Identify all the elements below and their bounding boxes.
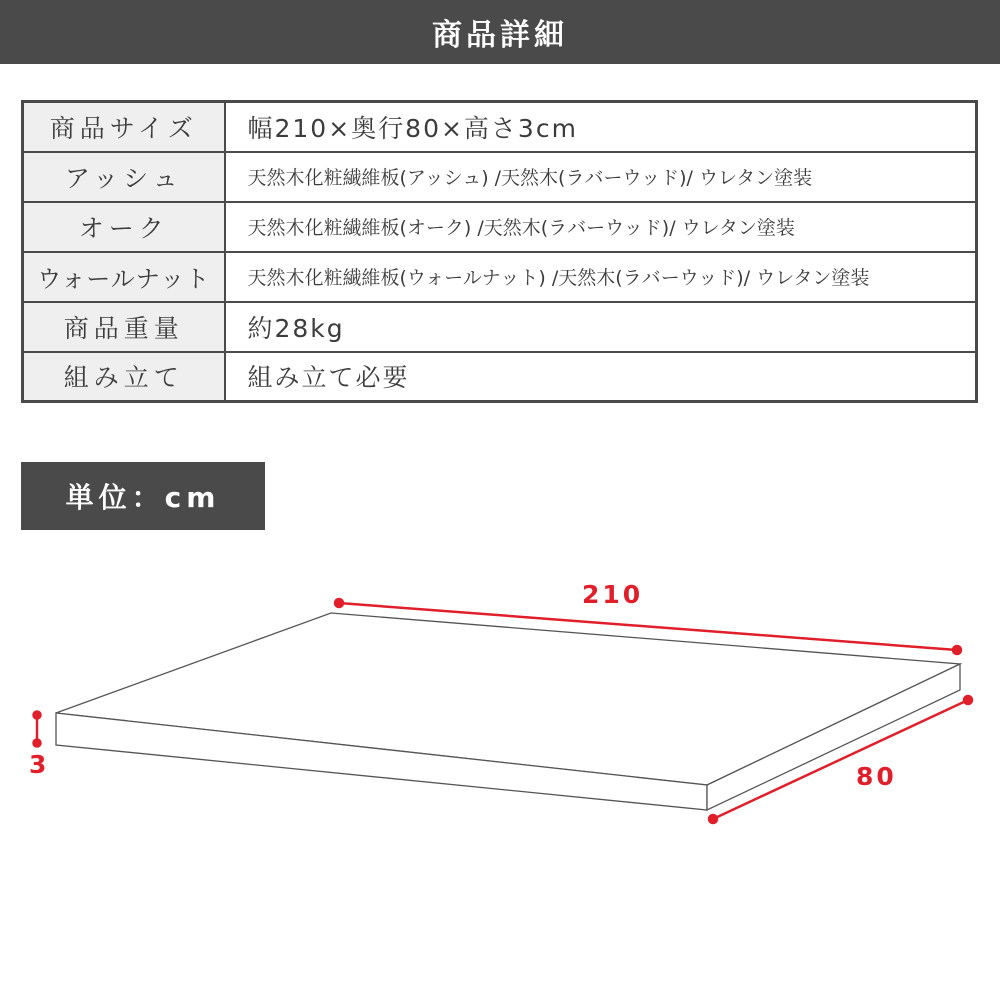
spec-value-walnut: 天然木化粧繊維板(ウォールナット) /天然木(ラバーウッド)/ ウレタン塗装: [225, 252, 977, 302]
spec-label-assembly: 組み立て: [23, 352, 225, 402]
depth-endpoint: [964, 696, 972, 704]
height-label: 3: [29, 750, 50, 779]
spec-label-size: 商品サイズ: [23, 102, 225, 152]
unit-label: 単位：cm: [65, 481, 221, 514]
height-endpoint: [34, 712, 41, 719]
page-title: 商品詳細: [432, 18, 568, 53]
spec-value-assembly: 組み立て必要: [225, 352, 977, 402]
table-row: [23, 152, 977, 202]
dimension-diagram: [0, 560, 1000, 860]
header-bar: [0, 0, 1000, 64]
table-row: [23, 102, 977, 152]
unit-badge: [21, 462, 265, 530]
width-endpoint: [953, 646, 961, 654]
spec-label-walnut: ウォールナット: [23, 252, 225, 302]
table-row: [23, 202, 977, 252]
table-row: [23, 302, 977, 352]
spec-label-weight: 商品重量: [23, 302, 225, 352]
width-endpoint: [335, 599, 343, 607]
depth-endpoint: [709, 815, 717, 823]
spec-label-oak: オーク: [23, 202, 225, 252]
spec-value-weight: 約28kg: [225, 302, 977, 352]
depth-label: 80: [856, 762, 897, 791]
board-drawing: [0, 560, 1000, 860]
spec-value-ash: 天然木化粧繊維板(アッシュ) /天然木(ラバーウッド)/ ウレタン塗装: [225, 152, 977, 202]
board-outline: [56, 613, 960, 810]
spec-label-ash: アッシュ: [23, 152, 225, 202]
spec-table: [21, 100, 978, 403]
table-row: [23, 252, 977, 302]
height-endpoint: [34, 740, 41, 747]
spec-value-oak: 天然木化粧繊維板(オーク) /天然木(ラバーウッド)/ ウレタン塗装: [225, 202, 977, 252]
spec-value-size: 幅210×奥行80×高さ3cm: [225, 102, 977, 152]
width-label: 210: [582, 580, 644, 609]
table-row: [23, 352, 977, 402]
